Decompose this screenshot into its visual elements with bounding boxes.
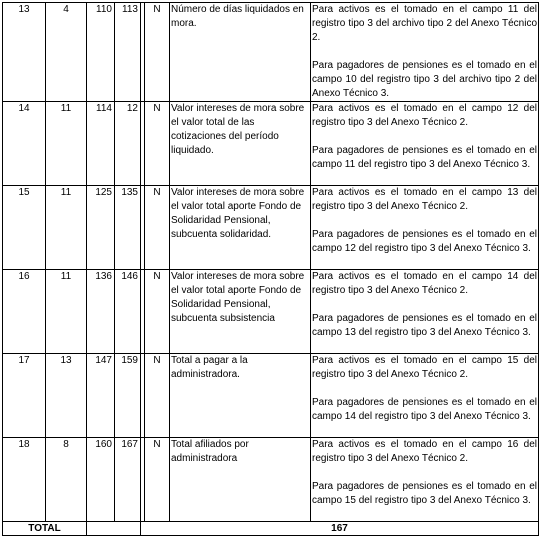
observation-activos: Para activos es el tomado en el campo 16 del registro tipo 3 del Anexo Técnico 2. <box>312 439 537 464</box>
observation-activos: Para activos es el tomado en el campo 14 del registro tipo 3 del Anexo Técnico 2. <box>312 271 537 296</box>
observation-activos: Para activos es el tomado en el campo 12 del registro tipo 3 del Anexo Técnico 2. <box>312 103 537 128</box>
observation-pensiones: Para pagadores de pensiones es el tomado en el campo 13 del registro tipo 3 del Anexo Técnico 3. <box>312 313 537 338</box>
field-description: Total afiliados por administradora <box>170 438 311 522</box>
observation-activos: Para activos es el tomado en el campo 15 del registro tipo 3 del Anexo Técnico 2. <box>312 355 537 380</box>
field-number: 14 <box>3 102 46 186</box>
field-type: N <box>145 270 170 354</box>
field-length: 11 <box>46 270 87 354</box>
field-spec-table <box>2 2 539 536</box>
field-description: Valor intereses de mora sobre el valor total de las cotizaciones del período liquidado. <box>170 102 311 186</box>
field-number: 16 <box>3 270 46 354</box>
field-start-position: 147 <box>87 354 115 438</box>
field-end-position: 146 <box>115 270 141 354</box>
observation-pensiones: Para pagadores de pensiones es el tomado en el campo 14 del registro tipo 3 del Anexo Técnico 3. <box>312 397 537 422</box>
field-end-position: 113 <box>115 3 141 102</box>
total-label: TOTAL <box>3 522 87 536</box>
observation-pensiones: Para pagadores de pensiones es el tomado en el campo 12 del registro tipo 3 del Anexo Técnico 3. <box>312 229 537 254</box>
table-row <box>3 354 539 438</box>
observation-pensiones: Para pagadores de pensiones es el tomado en el campo 11 del registro tipo 3 del Anexo Técnico 3. <box>312 145 537 170</box>
table-row <box>3 438 539 522</box>
field-observations <box>311 354 539 438</box>
field-observations <box>311 102 539 186</box>
table-row <box>3 102 539 186</box>
field-end-position: 12 <box>115 102 141 186</box>
field-length: 4 <box>46 3 87 102</box>
field-start-position: 136 <box>87 270 115 354</box>
observation-activos: Para activos es el tomado en el campo 11 del registro tipo 3 del archivo tipo 2 del Anexo Técnico 2. <box>312 4 537 43</box>
field-length: 13 <box>46 354 87 438</box>
observation-pensiones: Para pagadores de pensiones es el tomado en el campo 10 del registro tipo 3 del archivo tipo 2 del Anexo Técnico 3. <box>312 60 537 99</box>
field-number: 13 <box>3 3 46 102</box>
field-number: 17 <box>3 354 46 438</box>
field-number: 18 <box>3 438 46 522</box>
total-value: 167 <box>141 522 539 536</box>
total-row <box>3 522 539 536</box>
observation-pensiones: Para pagadores de pensiones es el tomado en el campo 15 del registro tipo 3 del Anexo Técnico 3. <box>312 481 537 506</box>
table-row <box>3 186 539 270</box>
field-type: N <box>145 186 170 270</box>
field-observations <box>311 3 539 102</box>
field-length: 11 <box>46 186 87 270</box>
field-observations <box>311 270 539 354</box>
field-length: 8 <box>46 438 87 522</box>
total-empty-cell <box>87 522 141 536</box>
field-start-position: 125 <box>87 186 115 270</box>
field-number: 15 <box>3 186 46 270</box>
field-description: Total a pagar a la administradora. <box>170 354 311 438</box>
field-description: Valor intereses de mora sobre el valor total aporte Fondo de Solidaridad Pensional, subcuenta subsistencia <box>170 270 311 354</box>
field-start-position: 110 <box>87 3 115 102</box>
field-observations <box>311 438 539 522</box>
field-type: N <box>145 354 170 438</box>
field-start-position: 160 <box>87 438 115 522</box>
field-end-position: 159 <box>115 354 141 438</box>
field-type: N <box>145 102 170 186</box>
field-observations <box>311 186 539 270</box>
field-type: N <box>145 3 170 102</box>
field-type: N <box>145 438 170 522</box>
table-row <box>3 3 539 102</box>
table-body <box>3 3 539 522</box>
field-length: 11 <box>46 102 87 186</box>
field-description: Valor intereses de mora sobre el valor total aporte Fondo de Solidaridad Pensional, subcuenta solidaridad. <box>170 186 311 270</box>
table-row <box>3 270 539 354</box>
field-end-position: 135 <box>115 186 141 270</box>
field-description: Número de días liquidados en mora. <box>170 3 311 102</box>
field-end-position: 167 <box>115 438 141 522</box>
observation-activos: Para activos es el tomado en el campo 13 del registro tipo 3 del Anexo Técnico 2. <box>312 187 537 212</box>
field-start-position: 114 <box>87 102 115 186</box>
